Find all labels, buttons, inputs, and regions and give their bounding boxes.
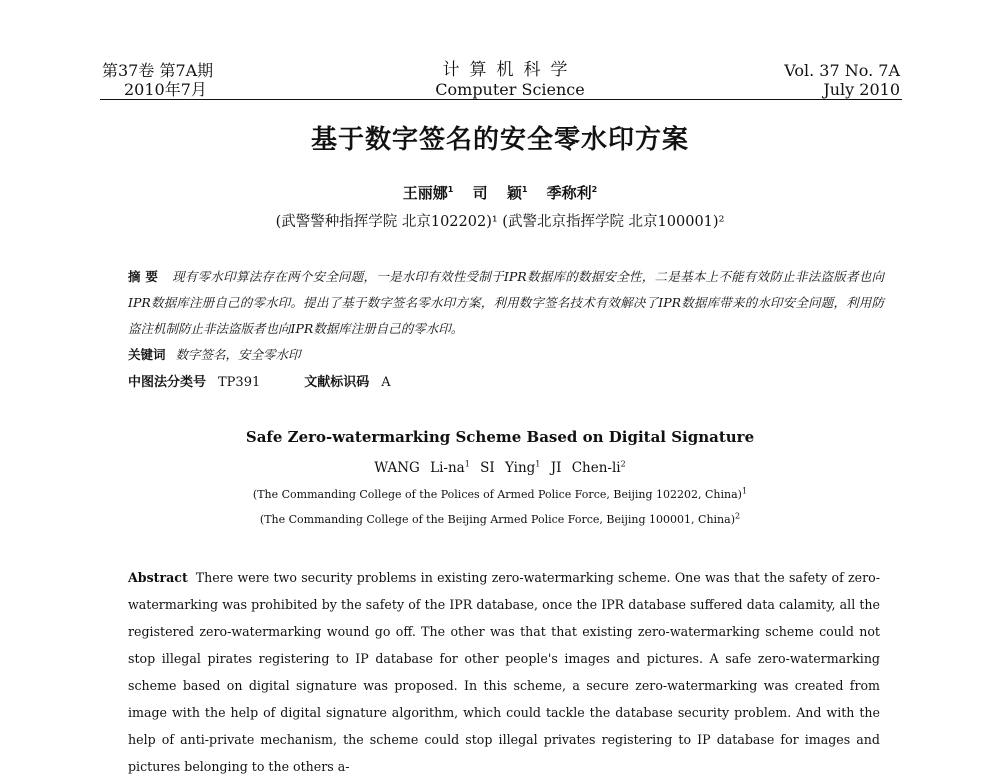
abstract-cn-text: 现有零水印算法存在两个安全问题，一是水印有效性受制于IPR数据库的数据安全性，二是基本上不能有效防止非法盗版者也向IPR数据库注册自己的零水印。提出了基于数字签名零水印方案，利用数字签名技术有效解决了IPR数据库带来的水印安全问题，利用防盗注机制防止非法盗版者也向IPR数据库注册自己的零水印。: [128, 269, 884, 336]
clc-label: 中图法分类号: [128, 375, 207, 390]
date-line-cn: 2010年7月: [124, 80, 207, 99]
doc-code-label: 文献标识码: [304, 375, 370, 390]
author-cn: 季称利$^2$: [546, 184, 598, 202]
author-cn: 司 颖$^1$: [472, 184, 528, 202]
journal-name-en: Computer Science: [435, 80, 585, 99]
keywords-cn-label: 关键词: [128, 347, 166, 362]
abstract-cn: [128, 264, 884, 342]
abstract-en-text: There were two security problems in existing zero-watermarking scheme. One was that the safety of zero-watermarking was prohibited by the safety of the IPR database, once the IPR database suffered data calamity, all the registered zero-watermarking wound go off. The other was that that existing zero-watermarking scheme could not stop illegal pirates registering to IP database for other people's images and pictures. A safe zero-watermarking scheme based on digital signature was proposed. In this scheme, a secure zero-watermarking was created from image with the help of digital signature algorithm, which could tackle the database security problem. And with the help of anti-private mechanism, the scheme could stop illegal privates registering to IP database for images and pictures belonging to the others a-: [128, 570, 880, 774]
doc-code-value: A: [381, 375, 391, 390]
volume-issue: [102, 61, 213, 99]
date-line-en: July 2010: [823, 80, 900, 99]
affiliation-en-2: (The Commanding College of the Beijing Armed Police Force, Beijing 100001, China)$^2$: [259, 511, 741, 526]
volume-issue-en: [760, 61, 900, 99]
author-cn: 王丽娜$^1$: [402, 184, 454, 202]
abstract-en-label: Abstract: [128, 570, 188, 585]
author-en: WANG $Li-na^1$: [374, 459, 470, 476]
clc-value: TP391: [218, 375, 261, 390]
header-rule: [100, 99, 902, 100]
journal-name: [380, 61, 640, 99]
paper-title-cn: 基于数字签名的安全零水印方案: [310, 125, 689, 155]
authors-cn: [100, 182, 900, 203]
classification-line: [128, 372, 391, 394]
authors-en: [100, 460, 900, 476]
keywords-cn-text: 数字签名，安全零水印: [175, 347, 301, 362]
keywords-cn: [128, 344, 301, 366]
paper-title-en: Safe Zero-watermarking Scheme Based on Digital Signature: [245, 428, 755, 446]
volume-line-en: Vol. 37 No. 7A: [784, 61, 900, 80]
abstract-en: [128, 564, 880, 780]
volume-line: 第37卷 第7A期: [102, 61, 214, 80]
affiliations-cn: (武警警种指挥学院 北京102202)¹ (武警北京指挥学院 北京100001)²: [275, 214, 725, 230]
author-en: SI Ying$^1$: [480, 459, 541, 476]
affiliation-en-1: (The Commanding College of the Polices of Armed Police Force, Beijing 102202, China)$^1$: [252, 486, 748, 501]
abstract-cn-label: 摘 要: [128, 269, 159, 284]
author-en: JI Chen-$li^2$: [550, 459, 626, 476]
journal-name-cn: 计算机科学: [442, 60, 578, 80]
